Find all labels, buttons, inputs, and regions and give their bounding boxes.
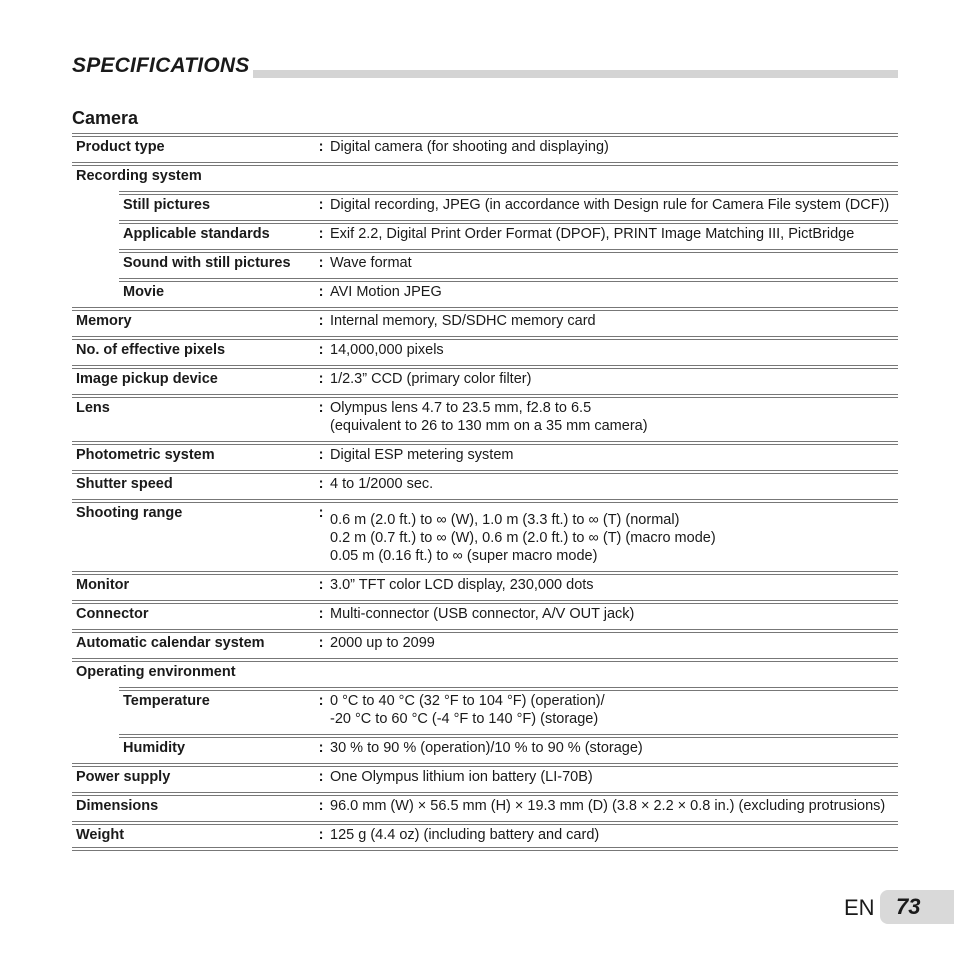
spec-separator: :	[318, 476, 324, 492]
spec-label: Weight	[76, 827, 125, 843]
spec-value	[330, 763, 898, 792]
spec-label: Operating environment	[76, 664, 236, 680]
spec-row	[72, 734, 898, 763]
spec-value-line: 30 % to 90 % (operation)/10 % to 90 % (storage)	[330, 740, 643, 756]
spec-value-line: 125 g (4.4 oz) (including battery and card)	[330, 827, 600, 843]
spec-row	[72, 499, 898, 571]
spec-value-line: Digital camera (for shooting and displaying)	[330, 139, 609, 155]
spec-value	[330, 629, 898, 658]
spec-row	[72, 162, 898, 191]
spec-label: Temperature	[123, 693, 210, 709]
page-footer	[0, 890, 954, 926]
spec-value-line: 14,000,000 pixels	[330, 342, 444, 358]
spec-value-line: One Olympus lithium ion battery (LI-70B)	[330, 769, 593, 785]
spec-separator: :	[318, 798, 324, 814]
spec-value	[330, 441, 898, 470]
spec-row	[72, 600, 898, 629]
spec-separator: :	[318, 693, 324, 709]
page-title: SPECIFICATIONS	[72, 54, 253, 78]
spec-row	[72, 629, 898, 658]
spec-separator: :	[318, 740, 324, 756]
spec-value-line: 1/2.3” CCD (primary color filter)	[330, 371, 532, 387]
spec-separator: :	[318, 139, 324, 155]
spec-row	[72, 249, 898, 278]
spec-row	[72, 441, 898, 470]
spec-value-line: 0.05 m (0.16 ft.) to ∞ (super macro mode)	[330, 548, 598, 564]
spec-label: Movie	[123, 284, 165, 300]
spec-value	[330, 278, 898, 307]
spec-value-line: Exif 2.2, Digital Print Order Format (DPOF), PRINT Image Matching III, PictBridge	[330, 226, 855, 242]
spec-value	[330, 394, 898, 441]
spec-table	[72, 133, 898, 851]
spec-value	[330, 365, 898, 394]
spec-separator: :	[318, 635, 324, 651]
spec-separator: :	[318, 769, 324, 785]
spec-value	[330, 249, 898, 278]
section-title: Camera	[72, 108, 139, 128]
spec-value	[330, 307, 898, 336]
spec-row	[72, 365, 898, 394]
spec-value-line: Digital ESP metering system	[330, 447, 514, 463]
spec-label: Photometric system	[76, 447, 215, 463]
spec-separator: :	[318, 827, 324, 843]
spec-value-line: AVI Motion JPEG	[330, 284, 442, 300]
spec-separator: :	[318, 400, 324, 416]
spec-value-line: 4 to 1/2000 sec.	[330, 476, 434, 492]
spec-label: Still pictures	[123, 197, 211, 213]
spec-label: Automatic calendar system	[76, 635, 265, 651]
page-number-tab	[880, 890, 954, 924]
spec-value-line: 0.6 m (2.0 ft.) to ∞ (W), 1.0 m (3.3 ft.) to ∞ (T) (normal)	[330, 512, 680, 528]
language-label: EN	[844, 895, 875, 920]
spec-row	[72, 792, 898, 821]
spec-label: Humidity	[123, 740, 186, 756]
spec-label: Shutter speed	[76, 476, 173, 492]
spec-separator: :	[318, 313, 324, 329]
spec-label: Image pickup device	[76, 371, 218, 387]
spec-value	[330, 600, 898, 629]
spec-label: Power supply	[76, 769, 171, 785]
spec-value-line: (equivalent to 26 to 130 mm on a 35 mm camera)	[330, 418, 648, 434]
spec-separator: :	[318, 606, 324, 622]
spec-label: Dimensions	[76, 798, 159, 814]
spec-value-line: Internal memory, SD/SDHC memory card	[330, 313, 596, 329]
spec-value	[330, 220, 898, 249]
spec-value	[330, 499, 898, 571]
spec-separator: :	[318, 197, 324, 213]
spec-value	[330, 687, 898, 734]
spec-label: Product type	[76, 139, 165, 155]
spec-row	[72, 658, 898, 687]
spec-separator: :	[318, 255, 324, 271]
spec-row	[72, 687, 898, 734]
spec-value	[330, 734, 898, 763]
spec-value-line: 2000 up to 2099	[330, 635, 435, 651]
spec-value-line: 0 °C to 40 °C (32 °F to 104 °F) (operation)/	[330, 693, 605, 709]
spec-value	[330, 133, 898, 162]
spec-label: Monitor	[76, 577, 130, 593]
spec-separator: :	[318, 371, 324, 387]
spec-separator: :	[318, 577, 324, 593]
spec-value-line: -20 °C to 60 °C (-4 °F to 140 °F) (storage)	[330, 711, 599, 727]
spec-label: Shooting range	[76, 505, 183, 521]
spec-separator: :	[318, 226, 324, 242]
spec-separator: :	[318, 284, 324, 300]
title-rule	[247, 70, 898, 78]
spec-value	[330, 191, 898, 220]
spec-row	[72, 191, 898, 220]
spec-label: Sound with still pictures	[123, 255, 291, 271]
spec-value	[330, 470, 898, 499]
spec-row	[72, 278, 898, 307]
spec-value-line: Olympus lens 4.7 to 23.5 mm, f2.8 to 6.5	[330, 400, 592, 416]
spec-label: Applicable standards	[123, 226, 270, 242]
spec-value	[330, 571, 898, 600]
spec-separator: :	[318, 505, 324, 521]
spec-row	[72, 571, 898, 600]
spec-value-line: Multi-connector (USB connector, A/V OUT jack)	[330, 606, 635, 622]
spec-value	[330, 821, 898, 850]
spec-value-line: 3.0” TFT color LCD display, 230,000 dots	[330, 577, 594, 593]
spec-value	[330, 792, 898, 821]
spec-value-line: Digital recording, JPEG (in accordance with Design rule for Camera File system (DCF))	[330, 197, 890, 213]
spec-row	[72, 336, 898, 365]
spec-row	[72, 470, 898, 499]
spec-value-line: Wave format	[330, 255, 412, 271]
spec-label: Recording system	[76, 168, 202, 184]
page-number: 73	[896, 894, 921, 919]
page-header	[72, 54, 898, 80]
spec-row	[72, 220, 898, 249]
spec-row	[72, 763, 898, 792]
spec-label: Lens	[76, 400, 110, 416]
spec-value-line: 96.0 mm (W) × 56.5 mm (H) × 19.3 mm (D) (3.8 × 2.2 × 0.8 in.) (excluding protrusions)	[330, 798, 886, 814]
spec-row	[72, 133, 898, 162]
spec-value	[330, 336, 898, 365]
spec-separator: :	[318, 447, 324, 463]
spec-row	[72, 821, 898, 851]
spec-label: No. of effective pixels	[76, 342, 226, 358]
spec-row	[72, 394, 898, 441]
spec-label: Memory	[76, 313, 132, 329]
spec-value-line: 0.2 m (0.7 ft.) to ∞ (W), 0.6 m (2.0 ft.) to ∞ (T) (macro mode)	[330, 530, 716, 546]
spec-row	[72, 307, 898, 336]
spec-separator: :	[318, 342, 324, 358]
spec-label: Connector	[76, 606, 149, 622]
